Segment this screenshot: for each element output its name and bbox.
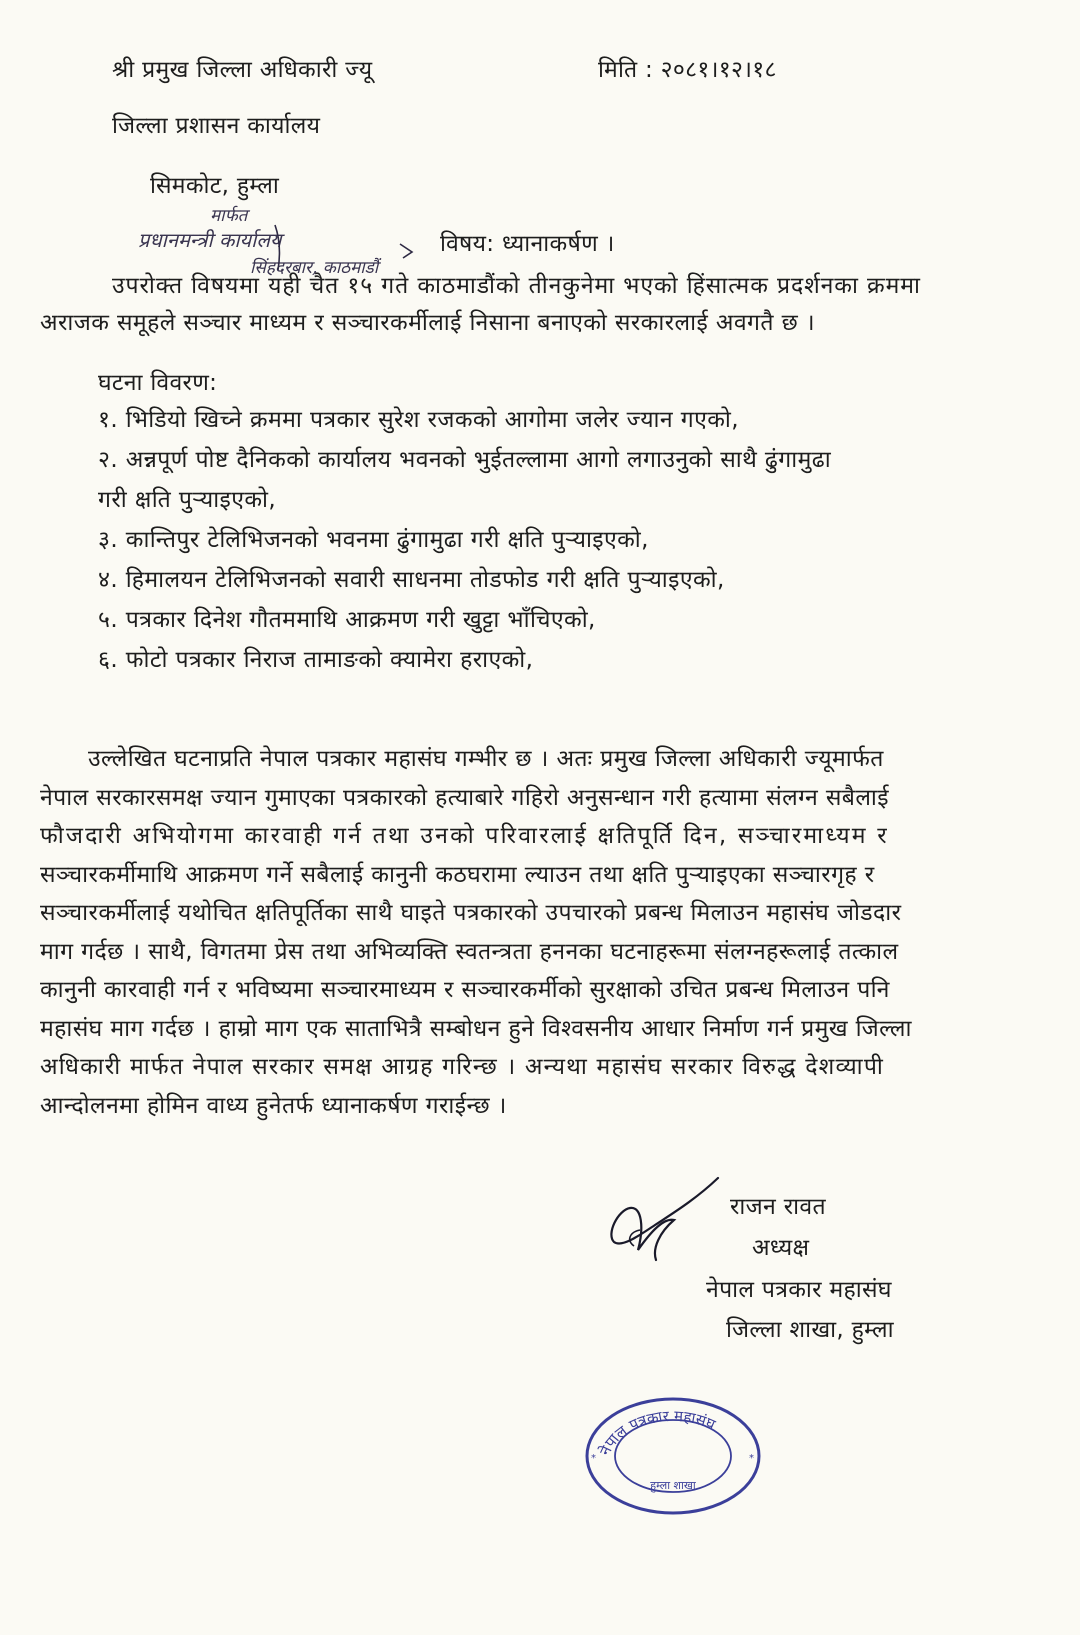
svg-text:*: * <box>749 1453 754 1464</box>
subject-line: विषय: ध्यानाकर्षण । <box>440 231 615 257</box>
incidents-heading: घटना विवरण: <box>98 370 218 396</box>
incident-item: १. भिडियो खिच्ने क्रममा पत्रकार सुरेश रजकको आगोमा जलेर ज्यान गएको, <box>98 407 739 433</box>
recipient-line: श्री प्रमुख जिल्ला अधिकारी ज्यू <box>112 57 373 83</box>
intro-line: उपरोक्त विषयमा यही चैत १५ गते काठमाडौंको तीनकुनेमा भएको हिंसात्मक प्रदर्शनका क्रममा <box>112 273 921 299</box>
body-line: अधिकारी मार्फत नेपाल सरकार समक्ष आग्रह गरिन्छ । अन्यथा महासंघ सरकार विरुद्ध देशव्यापी <box>40 1054 885 1080</box>
body-paragraph <box>40 740 912 1125</box>
intro-line: अराजक समूहले सञ्चार माध्यम र सञ्चारकर्मीलाई निसाना बनाएको सरकारलाई अवगतै छ । <box>40 310 815 336</box>
date-line: मिति : २०८१।१२।१८ <box>598 57 777 83</box>
body-line: सञ्चारकर्मीलाई यथोचित क्षतिपूर्तिका साथै घाइते पत्रकारको उपचारको प्रबन्ध मिलाउन महासंघ जोडदार <box>40 900 902 926</box>
stamp-arc-text: नेपाल पत्रकार महासंघ <box>595 1406 719 1459</box>
office-line: जिल्ला प्रशासन कार्यालय <box>112 113 321 139</box>
signatory-title: अध्यक्ष <box>752 1235 810 1261</box>
handwritten-note-line3: सिंहदरबार, काठमाडौं <box>250 258 379 278</box>
incident-item: गरी क्षति पुऱ्याइएको, <box>98 487 277 513</box>
incident-item: ३. कान्तिपुर टेलिभिजनको भवनमा ढुंगामुढा गरी क्षति पुऱ्याइएको, <box>98 527 649 553</box>
signatory-branch: जिल्ला शाखा, हुम्ला <box>726 1317 894 1343</box>
svg-text:*: * <box>591 1453 596 1464</box>
signature-mark <box>600 1170 730 1270</box>
incidents-list <box>98 400 831 680</box>
body-line: नेपाल सरकारसमक्ष ज्यान गुमाएका पत्रकारको हत्याबारे गहिरो अनुसन्धान गरी हत्यामा संलग्न सबैलाई <box>40 784 889 811</box>
body-line: फौजदारी अभियोगमा कारवाही गर्न तथा उनको परिवारलाई क्षतिपूर्ति दिन, सञ्चारमाध्यम र <box>40 823 889 849</box>
signatory-org: नेपाल पत्रकार महासंघ <box>706 1277 892 1303</box>
body-line: कानुनी कारवाही गर्न र भविष्यमा सञ्चारमाध्यम र सञ्चारकर्मीको सुरक्षाको उचित प्रबन्ध मिलाउन पनि <box>40 977 890 1003</box>
incident-item: ६. फोटो पत्रकार निराज तामाङको क्यामेरा हराएको, <box>98 647 534 673</box>
handwritten-note-line1: मार्फत <box>210 206 248 226</box>
intro-paragraph <box>40 268 1040 342</box>
handwritten-note-line2: प्रधानमन्त्री कार्यालय <box>138 228 282 252</box>
incident-item: ४. हिमालयन टेलिभिजनको सवारी साधनमा तोडफोड गरी क्षति पुऱ्याइएको, <box>98 567 725 593</box>
body-line: उल्लेखित घटनाप्रति नेपाल पत्रकार महासंघ गम्भीर छ । अतः प्रमुख जिल्ला अधिकारी ज्यूमार्फत <box>88 746 884 772</box>
organization-stamp <box>583 1395 763 1517</box>
place-line: सिमकोट, हुम्ला <box>150 173 280 199</box>
incident-item: २. अन्नपूर्ण पोष्ट दैनिकको कार्यालय भवनको भुईतल्लामा आगो लगाउनुको साथै ढुंगामुढा <box>98 447 832 473</box>
signatory-name: राजन रावत <box>730 1194 826 1220</box>
body-line: माग गर्दछ । साथै, विगतमा प्रेस तथा अभिव्यक्ति स्वतन्त्रता हननका घटनाहरूमा संलग्नहरूलाई तत्काल <box>40 938 899 965</box>
body-line: सञ्चारकर्मीमाथि आक्रमण गर्ने सबैलाई कानुनी कठघरामा ल्याउन तथा क्षति पुऱ्याइएका सञ्चारगृह र <box>40 861 875 888</box>
svg-text:हुम्ला शाखा: हुम्ला शाखा <box>650 1479 696 1492</box>
incident-item: ५. पत्रकार दिनेश गौतममाथि आक्रमण गरी खुट्टा भाँचिएको, <box>98 607 596 633</box>
body-line: महासंघ माग गर्दछ । हाम्रो माग एक साताभित्रै सम्बोधन हुने विश्वसनीय आधार निर्माण गर्न प्रमुख जिल्ला <box>40 1015 912 1042</box>
body-line: आन्दोलनमा होमिन वाध्य हुनेतर्फ ध्यानाकर्षण गराईन्छ । <box>40 1092 507 1119</box>
